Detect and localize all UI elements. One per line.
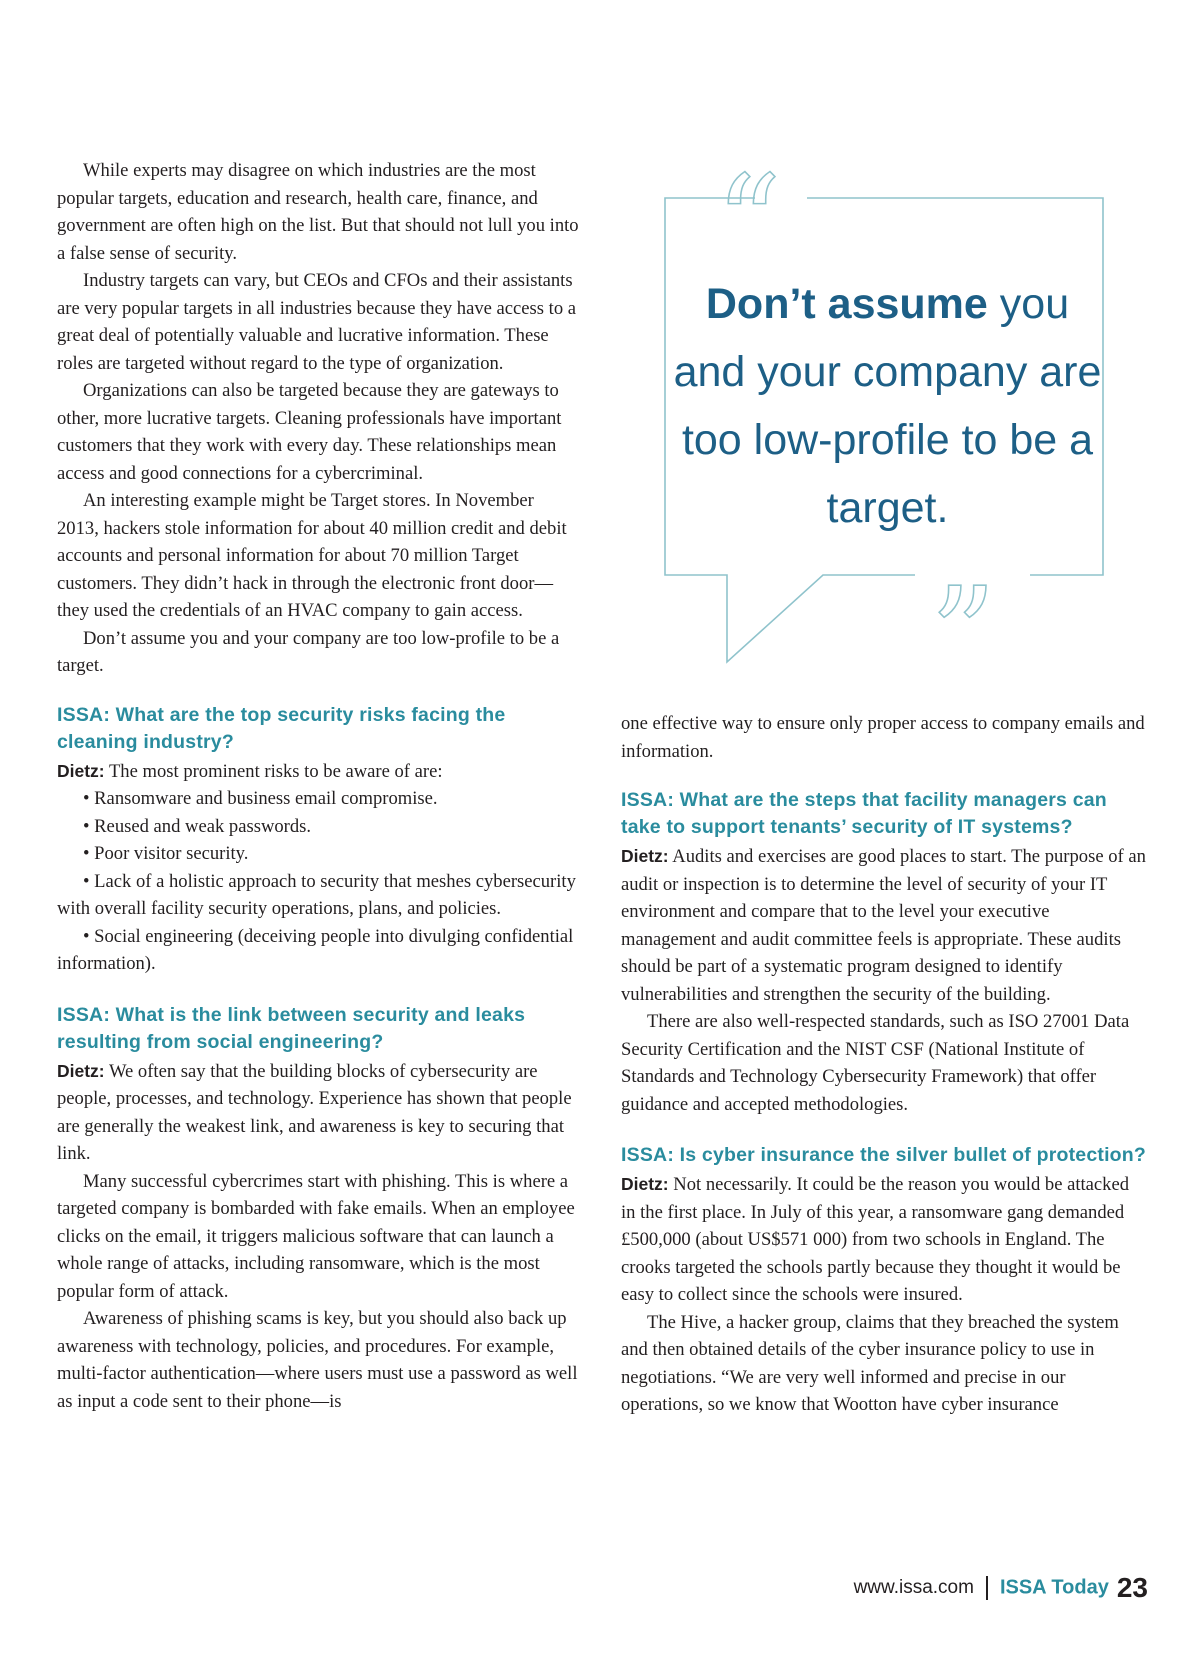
pull-quote [655, 150, 1120, 670]
speaker-label: Dietz: [621, 1174, 669, 1194]
speaker-label: Dietz: [57, 760, 105, 781]
footer-publication: ISSA Today [999, 1576, 1109, 1599]
body-paragraph: Awareness of phishing scams is key, but you should also back up awareness with technology, policies, and procedures. For example, multi-factor authentication—where users must use a password as well as input a code sent to their phone—is [57, 1308, 578, 1412]
svg-text:“: “ [715, 150, 782, 299]
footer-url: www.issa.com [853, 1577, 974, 1598]
intro-paragraph-2: Industry targets can vary, but CEOs and CFOs and their assistants are very popular targets in all industries because they have access to a great deal of potentially valuable and lucrative information. These roles are targeted without regard to the type of organization. [57, 270, 577, 374]
page-footer [854, 1572, 1148, 1604]
question-heading-social-engineering: ISSA: What is the link between security and leaks resulting from social engineering? [57, 1003, 526, 1053]
pull-quote-text [670, 270, 1105, 542]
intro-paragraph-4: An interesting example might be Target stores. In November 2013, hackers stole information for about 40 million credit and debit accounts and personal information for about 70 million Target customers. They didn’t hack in through the electronic front door—they used the credentials of an HVAC company to gain access. [57, 490, 567, 621]
speaker-label: Dietz: [57, 1060, 105, 1081]
answer-text: The most prominent risks to be aware of are: [108, 760, 443, 782]
intro-paragraph-3: Organizations can also be targeted because they are gateways to other, more lucrative targets. Cleaning professionals have important customers that they work with every day. These relationships mean access and good connections for a cybercriminal. [57, 380, 562, 484]
svg-text:”: ” [930, 559, 997, 670]
question-heading-facility-managers: ISSA: What are the steps that facility managers can take to support tenants’ security of IT systems? [621, 789, 1107, 838]
pull-quote-emphasis: Don’t assume [705, 280, 988, 328]
answer-text: Not necessarily. It could be the reason you would be attacked in the first place. In July of this year, a ransomware gang demanded £500,000 (about US$571 000) from two schools in England. The crooks targeted the schools partly because they thought it would be easy to collect since the schools were insured. [621, 1174, 1130, 1305]
intro-paragraph-5: Don’t assume you and your company are too low-profile to be a target. [57, 627, 560, 676]
answer-paragraph [621, 843, 1148, 1008]
page-number: 23 [1116, 1572, 1148, 1603]
answer-paragraph [57, 758, 580, 786]
bullet-item: • Lack of a holistic approach to security that meshes cybersecurity with overall facility security operations, plans, and policies. [57, 870, 576, 919]
left-column [57, 157, 580, 1415]
body-paragraph: Many successful cybercrimes start with phishing. This is where a targeted company is bombarded with fake emails. When an employee clicks on the email, it triggers malicious software that can launch a whole range of attacks, including ransomware, which is the most popular form of attack. [57, 1170, 575, 1302]
question-heading-cyber-insurance: ISSA: Is cyber insurance the silver bullet of protection? [621, 1144, 1147, 1166]
speaker-label: Dietz: [621, 846, 669, 866]
answer-paragraph [621, 1171, 1148, 1309]
close-quote-icon [930, 559, 996, 670]
body-paragraph: There are also well-respected standards, such as ISO 27001 Data Security Certification and the NIST CSF (National Institute of Standards and Technology Cybersecurity Framework) that offer guidance and accepted methodologies. [621, 1011, 1130, 1115]
answer-text: Audits and exercises are good places to start. The purpose of an audit or inspection is to determine the level of security of your IT environment and compare that to the level your executive management and audit committee feels is appropriate. These audits should be part of a systematic program designed to identify vulnerabilities and strengthen the security of the building. [621, 846, 1146, 1005]
footer-divider [986, 1576, 988, 1600]
pull-quote-rest: you and your company are too low-profile to be a target. [673, 280, 1102, 532]
answer-text: We often say that the building blocks of cybersecurity are people, processes, and technology. Experience has shown that people are generally the weakest link, and awareness is key to securing that link. [57, 1060, 572, 1164]
body-paragraph: The Hive, a hacker group, claims that they breached the system and then obtained details of the cyber insurance policy to use in negotiations. “We are very well informed and precise in our operations, so we know that Wootton have cyber insurance [621, 1311, 1119, 1415]
bullet-item: • Ransomware and business email compromise. [83, 788, 438, 809]
intro-paragraph-1: While experts may disagree on which industries are the most popular targets, education and research, health care, finance, and government are often high on the list. But that should not lull you into a false sense of security. [57, 160, 579, 264]
continuation-paragraph: one effective way to ensure only proper access to company emails and information. [621, 713, 1145, 762]
bullet-item: • Poor visitor security. [83, 843, 249, 864]
answer-paragraph [57, 1058, 580, 1168]
bullet-item: • Reused and weak passwords. [83, 815, 312, 837]
question-heading-security-risks: ISSA: What are the top security risks facing the cleaning industry? [57, 703, 506, 753]
bullet-item: • Social engineering (deceiving people into divulging confidential information). [57, 925, 574, 974]
right-column [621, 710, 1148, 1419]
